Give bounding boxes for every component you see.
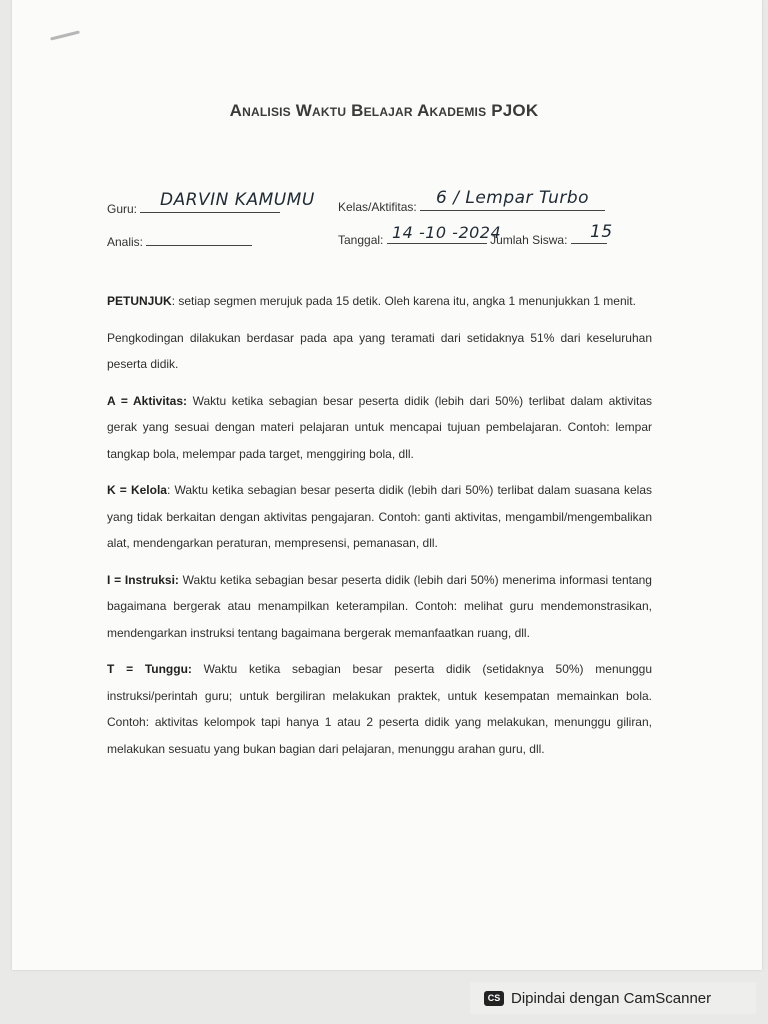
jumlah-label: Jumlah Siswa:: [490, 233, 568, 247]
camscanner-watermark: [470, 982, 756, 1014]
kelas-value: 6 / Lempar Turbo: [436, 188, 590, 208]
code-label: T = Tunggu:: [107, 662, 192, 676]
instructions-body: [107, 288, 652, 772]
code-label: A = Aktivitas:: [107, 393, 188, 408]
watermark-text: Dipindai dengan CamScanner: [511, 989, 712, 1007]
code-text: Waktu ketika sebagian besar peserta didik (lebih dari 50%) terlibat dalam aktivitas gerak yang sesuai dengan materi pelajaran untuk mencapai tujuan pembelajaran. Contoh: lempar tangkap bola, melempar pada target, menggiring bola, dll.: [107, 393, 653, 461]
guru-value: DARVIN KAMUMU: [160, 190, 315, 210]
pengkodingan-paragraph: Pengkodingan dilakukan berdasar pada apa yang teramati dari setidaknya 51% dari keseluruhan peserta didik.: [107, 330, 652, 371]
camscanner-logo-icon: CS: [484, 991, 504, 1006]
code-label: I = Instruksi:: [107, 572, 179, 587]
analis-line: [146, 245, 252, 246]
tanggal-value: 14 -10 -2024: [392, 223, 502, 242]
code-instruksi: [107, 567, 652, 647]
document-title: Analisis Waktu Belajar Akademis PJOK: [229, 101, 539, 120]
code-label: K = Kelola: [107, 483, 167, 497]
jumlah-value: 15: [590, 222, 613, 242]
tanggal-line: [387, 243, 487, 244]
code-text: Waktu ketika sebagian besar peserta didik (setidaknya 50%) menunggu instruksi/perintah guru; untuk bergiliran melakukan praktek, untuk kesempatan memainkan bola. Contoh: aktivitas kelompok tapi hanya 1 atau 2 peserta didik yang melakukan, menunggu giliran, melakukan sesuatu yang bukan bagian dari pelajaran, menunggu arahan guru, dll.: [107, 662, 652, 756]
code-aktivitas: [107, 388, 652, 468]
analis-field: [107, 235, 252, 249]
petunjuk-text: : setiap segmen merujuk pada 15 detik. Oleh karena itu, angka 1 menunjukkan 1 menit.: [171, 294, 636, 308]
analis-label: Analis:: [107, 235, 144, 249]
code-tunggu: [107, 656, 652, 762]
guru-label: Guru:: [107, 202, 138, 216]
petunjuk-paragraph: [107, 288, 652, 315]
kelas-line: [420, 210, 605, 211]
kelas-label: Kelas/Aktifitas:: [338, 200, 417, 214]
petunjuk-label: PETUNJUK: [107, 294, 172, 308]
guru-line: [140, 212, 280, 213]
code-text: Waktu ketika sebagian besar peserta didik (lebih dari 50%) menerima informasi tentang bagaimana bergerak atau menampilkan keterampilan. Contoh: melihat guru mendemonstrasikan, mendengarkan instruksi tentang bagaimana bergerak memanfaatkan ruang, dll.: [107, 572, 652, 640]
code-text: : Waktu ketika sebagian besar peserta didik (lebih dari 50%) terlibat dalam suasana kelas yang tidak berkaitan dengan aktivitas pengajaran. Contoh: ganti aktivitas, mengambil/mengembalikan alat, mendengarkan peraturan, mempresensi, pemanasan, dll.: [107, 483, 652, 550]
jumlah-line: [571, 243, 607, 244]
code-kelola: [107, 477, 652, 557]
tanggal-label: Tanggal:: [338, 233, 384, 247]
